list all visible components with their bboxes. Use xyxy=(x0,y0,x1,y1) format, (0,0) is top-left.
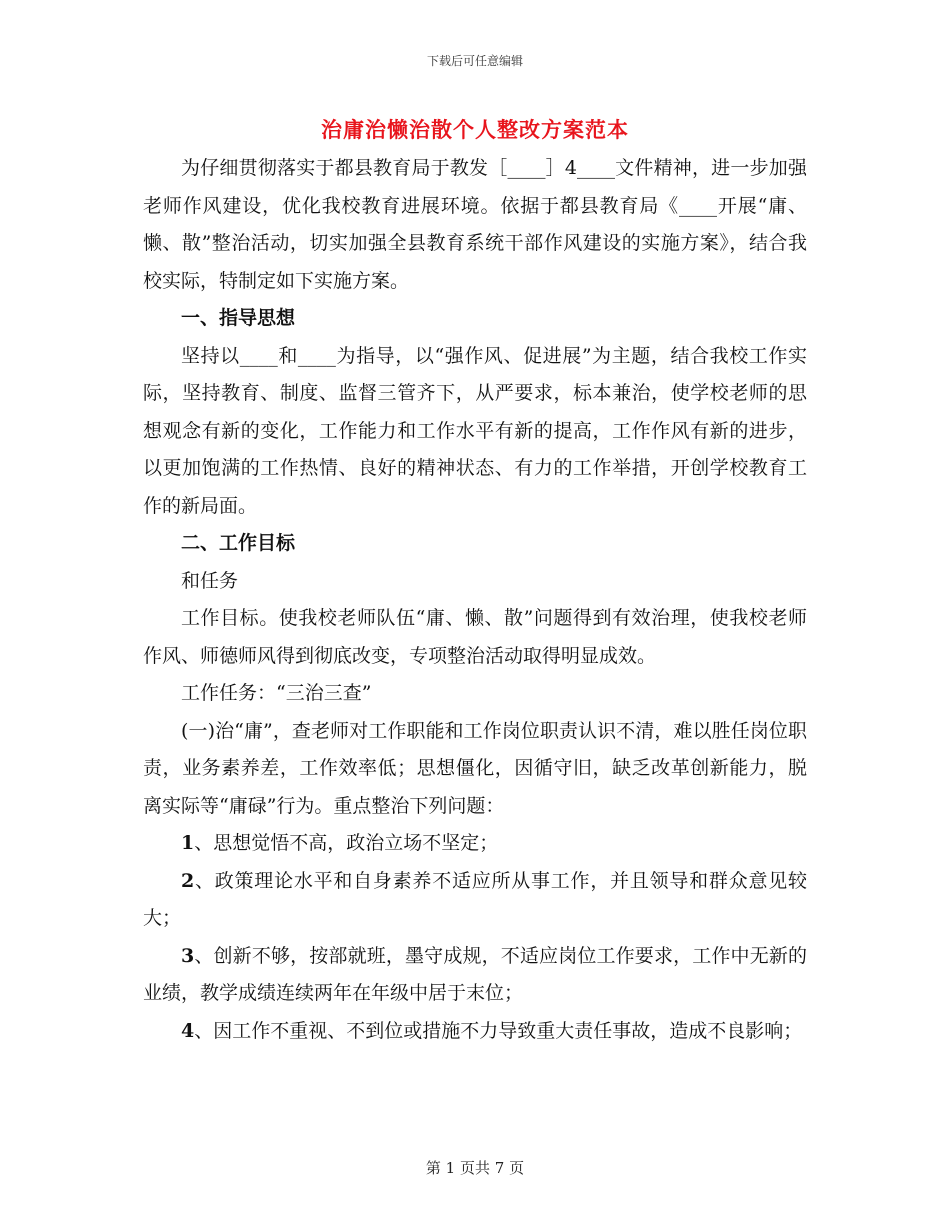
document-title: 治庸治懒治散个人整改方案范本 xyxy=(321,117,629,142)
page-footer: 第 1 页共 7 页 xyxy=(425,1159,525,1177)
section-heading-work-goals: 二、工作目标 xyxy=(181,532,296,554)
list-item-text: 、政策理论水平和自身素养不适应所从事工作，并且领导和群众意见较大； xyxy=(143,869,807,929)
section-heading-guiding-ideology: 一、指导思想 xyxy=(181,307,296,329)
intro-paragraph: 为仔细贯彻落实于都县教育局于教发［____］4____文件精神，进一步加强老师作风建设，优化我校教育进展环境。依据于都县教育局《____开展“庸、懒、散”整治活动，切实加强全县教育系统干部作风建设的实施方案》，结合我校实际，特制定如下实施方案。 xyxy=(143,157,807,292)
list-item xyxy=(143,825,807,863)
list-item-number: 3 xyxy=(181,944,195,967)
work-tasks-paragraph: 工作任务：“三治三查” xyxy=(181,682,372,704)
list-item-text: 、因工作不重视、不到位或措施不力导致重大责任事故，造成不良影响； xyxy=(194,1019,803,1042)
list-item xyxy=(143,1013,807,1051)
task-one-paragraph: (一)治“庸”，查老师对工作职能和工作岗位职责认识不清，难以胜任岗位职责，业务素养差，工作效率低；思想僵化，因循守旧，缺乏改革创新能力，脱离实际等“庸碌”行为。重点整治下列问题： xyxy=(143,719,807,817)
section-heading-continuation: 和任务 xyxy=(181,569,239,592)
list-item-number: 4 xyxy=(181,1019,195,1042)
list-item xyxy=(143,863,807,938)
list-item-number: 1 xyxy=(181,832,195,854)
document-body xyxy=(143,150,807,1050)
list-item-text: 、思想觉悟不高，政治立场不坚定； xyxy=(194,832,499,854)
page-header: 下载后可任意编辑 xyxy=(426,54,523,68)
guiding-ideology-paragraph: 坚持以____和____为指导，以“强作风、促进展”为主题，结合我校工作实际，坚持教育、制度、监督三管齐下，从严要求，标本兼治，使学校老师的思想观念有新的变化，工作能力和工作水平有新的提高，工作作风有新的进步，以更加饱满的工作热情、良好的精神状态、有力的工作举措，开创学校教育工作的新局面。 xyxy=(143,344,807,517)
list-item xyxy=(143,938,807,1013)
list-item-number: 2 xyxy=(181,869,195,892)
work-goals-paragraph: 工作目标。使我校老师队伍“庸、懒、散”问题得到有效治理，使我校老师作风、师德师风得到彻底改变，专项整治活动取得明显成效。 xyxy=(143,607,807,667)
list-item-text: 、创新不够，按部就班，墨守成规，不适应岗位工作要求，工作中无新的业绩，教学成绩连续两年在年级中居于末位； xyxy=(143,944,807,1004)
